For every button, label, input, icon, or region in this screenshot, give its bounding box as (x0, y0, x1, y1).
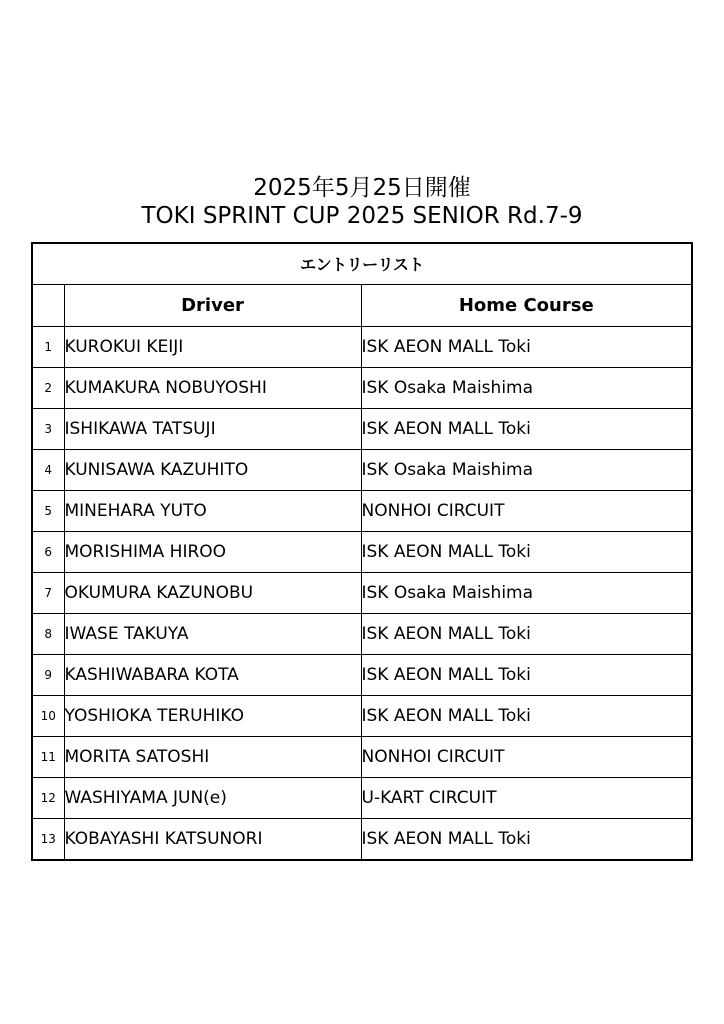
home-course: ISK AEON MALL Toki (361, 613, 691, 654)
entry-number: 8 (33, 613, 64, 654)
column-header-number (33, 285, 64, 326)
driver-name: ISHIKAWA TATSUJI (64, 408, 361, 449)
home-course: NONHOI CIRCUIT (361, 490, 691, 531)
entry-number: 4 (33, 449, 64, 490)
event-date: 2025年5月25日開催 (253, 175, 471, 201)
entry-number: 10 (33, 695, 64, 736)
driver-name: MORITA SATOSHI (64, 736, 361, 777)
home-course: ISK AEON MALL Toki (361, 695, 691, 736)
table-row (33, 531, 691, 572)
table-row (33, 613, 691, 654)
driver-name: MINEHARA YUTO (64, 490, 361, 531)
home-course: ISK Osaka Maishima (361, 572, 691, 613)
table-row (33, 367, 691, 408)
column-header-driver: Driver (64, 285, 361, 326)
driver-name: WASHIYAMA JUN(e) (64, 777, 361, 818)
entry-number: 1 (33, 326, 64, 367)
header-row (33, 285, 691, 326)
table-row (33, 408, 691, 449)
entry-number: 12 (33, 777, 64, 818)
table-row (33, 654, 691, 695)
event-title: TOKI SPRINT CUP 2025 SENIOR Rd.7-9 (141, 203, 583, 229)
table-row (33, 695, 691, 736)
entries-table (33, 285, 691, 859)
driver-name: KASHIWABARA KOTA (64, 654, 361, 695)
home-course: ISK Osaka Maishima (361, 367, 691, 408)
home-course: ISK AEON MALL Toki (361, 654, 691, 695)
home-course: NONHOI CIRCUIT (361, 736, 691, 777)
table-row (33, 736, 691, 777)
entry-number: 5 (33, 490, 64, 531)
driver-name: KUNISAWA KAZUHITO (64, 449, 361, 490)
table-row (33, 449, 691, 490)
title-block (0, 174, 724, 230)
home-course: ISK AEON MALL Toki (361, 408, 691, 449)
table-row (33, 326, 691, 367)
driver-name: IWASE TAKUYA (64, 613, 361, 654)
driver-name: YOSHIOKA TERUHIKO (64, 695, 361, 736)
driver-name: MORISHIMA HIROO (64, 531, 361, 572)
entry-number: 2 (33, 367, 64, 408)
table-caption: エントリーリスト (33, 244, 691, 285)
entry-number: 7 (33, 572, 64, 613)
table-row (33, 818, 691, 859)
entry-number: 11 (33, 736, 64, 777)
table-row (33, 777, 691, 818)
home-course: ISK AEON MALL Toki (361, 326, 691, 367)
entry-number: 9 (33, 654, 64, 695)
driver-name: OKUMURA KAZUNOBU (64, 572, 361, 613)
driver-name: KOBAYASHI KATSUNORI (64, 818, 361, 859)
entry-list-table (31, 242, 693, 861)
entry-number: 13 (33, 818, 64, 859)
table-row (33, 572, 691, 613)
home-course: ISK AEON MALL Toki (361, 818, 691, 859)
home-course: ISK Osaka Maishima (361, 449, 691, 490)
entry-number: 3 (33, 408, 64, 449)
driver-name: KUMAKURA NOBUYOSHI (64, 367, 361, 408)
entry-number: 6 (33, 531, 64, 572)
driver-name: KUROKUI KEIJI (64, 326, 361, 367)
home-course: ISK AEON MALL Toki (361, 531, 691, 572)
column-header-home-course: Home Course (361, 285, 691, 326)
home-course: U-KART CIRCUIT (361, 777, 691, 818)
table-row (33, 490, 691, 531)
